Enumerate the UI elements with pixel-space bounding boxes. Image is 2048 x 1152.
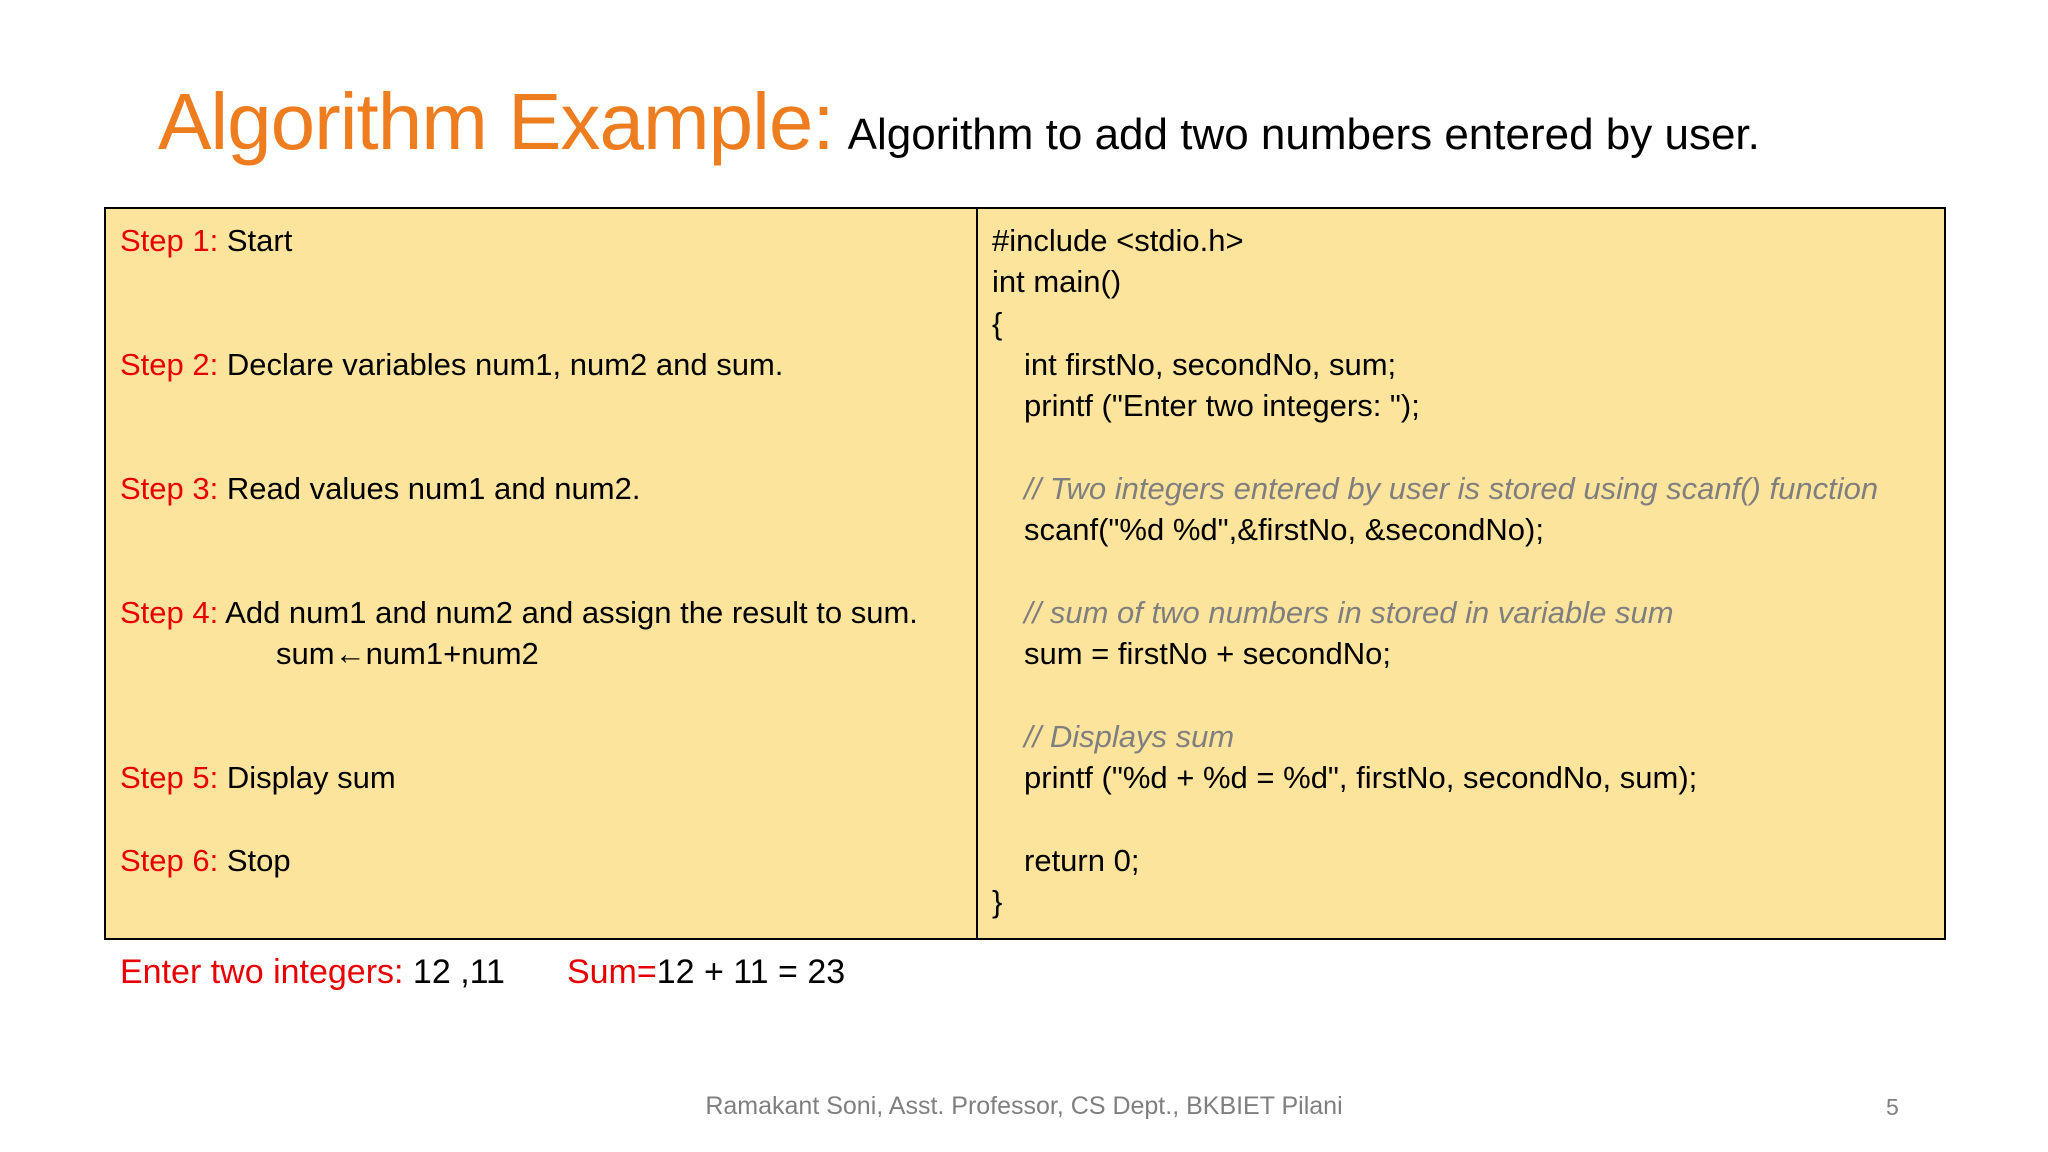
program-output [120, 953, 845, 992]
step-5 [120, 758, 396, 798]
step-4 [120, 593, 918, 633]
code-declaration: int firstNo, secondNo, sum; [1024, 347, 1397, 382]
code-close-brace: } [992, 884, 1003, 919]
step-1-label: Step 1: [120, 223, 219, 258]
step-2 [120, 345, 783, 385]
page-number: 5 [1886, 1094, 1899, 1120]
code-sum-assign: sum = firstNo + secondNo; [1024, 636, 1391, 671]
step-6-label: Step 6: [120, 843, 219, 878]
step-6 [120, 841, 291, 881]
code-comment-input: // Two integers entered by user is stored using scanf() function [1024, 471, 1879, 506]
code-comment-display: // Displays sum [1024, 719, 1235, 754]
step-4-formula-text: sum←num1+num2 [276, 636, 539, 671]
step-4-text: Add num1 and num2 and assign the result to sum. [218, 595, 918, 630]
step-2-label: Step 2: [120, 347, 219, 382]
step-3-text: Read values num1 and num2. [218, 471, 641, 506]
title-subtitle: Algorithm to add two numbers entered by user. [847, 110, 1760, 159]
step-1 [120, 221, 292, 261]
step-3 [120, 469, 640, 509]
code-open-brace: { [992, 306, 1003, 341]
code-main-signature: int main() [992, 264, 1122, 299]
output-prompt-value: 12 ,11 [403, 953, 505, 991]
output-sum-value: 12 + 11 = 23 [656, 953, 846, 991]
step-5-label: Step 5: [120, 760, 219, 795]
step-5-text: Display sum [218, 760, 396, 795]
step-6-text: Stop [218, 843, 291, 878]
code-printf-result: printf ("%d + %d = %d", firstNo, secondNo, sum); [1024, 760, 1698, 795]
step-4-formula [276, 634, 539, 674]
slide-title [158, 76, 1760, 168]
step-3-label: Step 3: [120, 471, 219, 506]
title-main: Algorithm Example: [158, 77, 834, 166]
algorithm-table [104, 207, 1946, 940]
algorithm-steps-column [106, 209, 978, 938]
c-code-column [978, 209, 1944, 938]
step-2-text: Declare variables num1, num2 and sum. [218, 347, 784, 382]
code-scanf: scanf("%d %d",&firstNo, &secondNo); [1024, 512, 1544, 547]
step-4-label: Step 4: [120, 595, 219, 630]
footer-credit: Ramakant Soni, Asst. Professor, CS Dept., BKBIET Pilani [705, 1092, 1343, 1120]
output-prompt-label: Enter two integers: [120, 953, 404, 991]
step-1-text: Start [218, 223, 293, 258]
code-comment-sum: // sum of two numbers in stored in variable sum [1024, 595, 1674, 630]
code-include: #include <stdio.h> [992, 223, 1244, 258]
code-printf-prompt: printf ("Enter two integers: "); [1024, 388, 1420, 423]
output-sum-label: Sum= [566, 953, 657, 991]
code-return: return 0; [1024, 843, 1140, 878]
